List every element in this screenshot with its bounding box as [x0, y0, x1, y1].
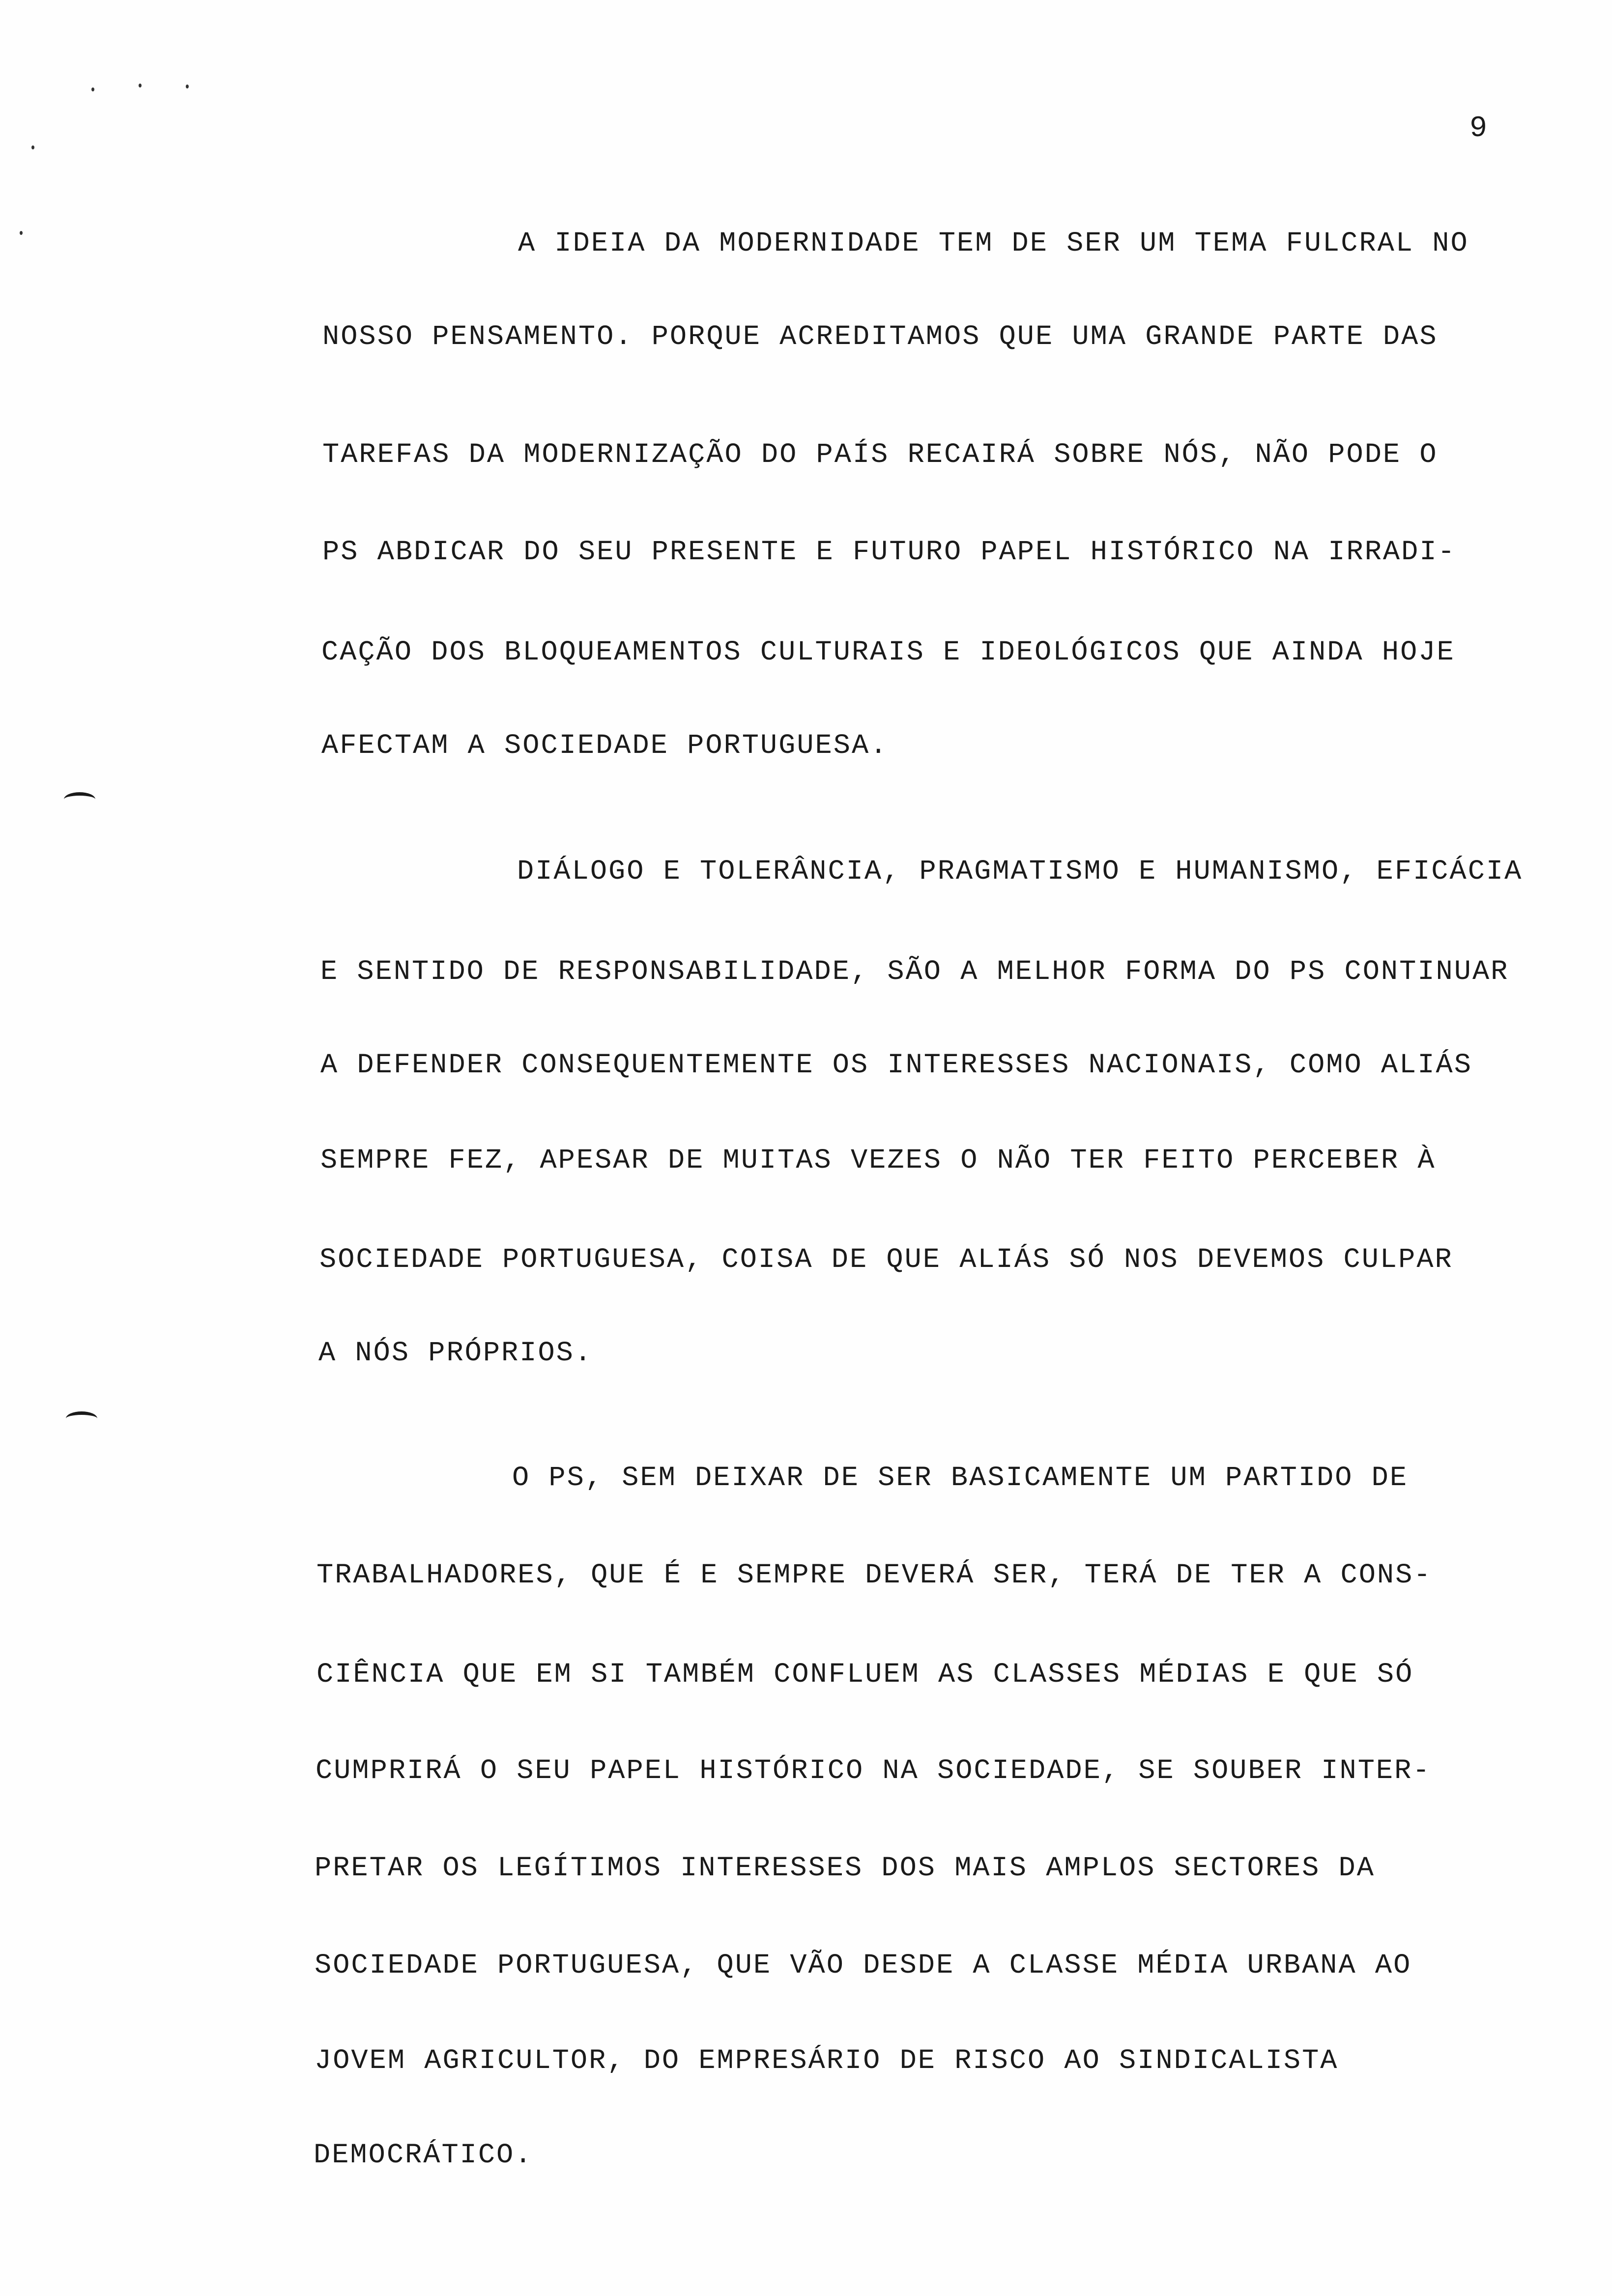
- binding-hole-mark: [66, 1411, 97, 1426]
- scan-speck: [20, 231, 23, 235]
- text-line: TRABALHADORES, QUE É E SEMPRE DEVERÁ SER, TERÁ DE TER A CONS-: [317, 1560, 1432, 1591]
- text-line: PRETAR OS LEGÍTIMOS INTERESSES DOS MAIS AMPLOS SECTORES DA: [315, 1853, 1375, 1884]
- text-line: A IDEIA DA MODERNIDADE TEM DE SER UM TEMA FULCRAL NO: [518, 228, 1469, 259]
- text-line: SOCIEDADE PORTUGUESA, COISA DE QUE ALIÁS SÓ NOS DEVEMOS CULPAR: [319, 1244, 1453, 1276]
- text-line: DIÁLOGO E TOLERÂNCIA, PRAGMATISMO E HUMANISMO, EFICÁCIA: [517, 856, 1523, 888]
- text-line: A NÓS PRÓPRIOS.: [318, 1338, 593, 1369]
- scan-speck: [139, 84, 142, 87]
- text-line: CAÇÃO DOS BLOQUEAMENTOS CULTURAIS E IDEOLÓGICOS QUE AINDA HOJE: [321, 637, 1455, 668]
- text-line: JOVEM AGRICULTOR, DO EMPRESÁRIO DE RISCO AO SINDICALISTA: [315, 2045, 1339, 2077]
- text-line: E SENTIDO DE RESPONSABILIDADE, SÃO A MELHOR FORMA DO PS CONTINUAR: [320, 956, 1509, 988]
- page-number: 9: [1469, 112, 1489, 145]
- text-line: O PS, SEM DEIXAR DE SER BASICAMENTE UM PARTIDO DE: [512, 1463, 1409, 1494]
- text-line: NOSSO PENSAMENTO. PORQUE ACREDITAMOS QUE UMA GRANDE PARTE DAS: [322, 321, 1438, 353]
- text-line: PS ABDICAR DO SEU PRESENTE E FUTURO PAPEL HISTÓRICO NA IRRADI-: [322, 537, 1456, 568]
- scan-speck: [186, 85, 189, 88]
- text-line: SOCIEDADE PORTUGUESA, QUE VÃO DESDE A CLASSE MÉDIA URBANA AO: [315, 1950, 1412, 1981]
- text-line: A DEFENDER CONSEQUENTEMENTE OS INTERESSES NACIONAIS, COMO ALIÁS: [320, 1050, 1472, 1081]
- scan-speck: [31, 145, 34, 149]
- text-line: CUMPRIRÁ O SEU PAPEL HISTÓRICO NA SOCIEDADE, SE SOUBER INTER-: [316, 1755, 1431, 1787]
- text-line: AFECTAM A SOCIEDADE PORTUGUESA.: [321, 730, 889, 762]
- text-line: TAREFAS DA MODERNIZAÇÃO DO PAÍS RECAIRÁ SOBRE NÓS, NÃO PODE O: [322, 439, 1438, 471]
- binding-hole-mark: [64, 792, 95, 806]
- text-line: SEMPRE FEZ, APESAR DE MUITAS VEZES O NÃO TER FEITO PERCEBER À: [320, 1145, 1436, 1177]
- text-line: CIÊNCIA QUE EM SI TAMBÉM CONFLUEM AS CLASSES MÉDIAS E QUE SÓ: [317, 1659, 1414, 1691]
- text-line: DEMOCRÁTICO.: [314, 2140, 533, 2171]
- scan-speck: [91, 87, 94, 91]
